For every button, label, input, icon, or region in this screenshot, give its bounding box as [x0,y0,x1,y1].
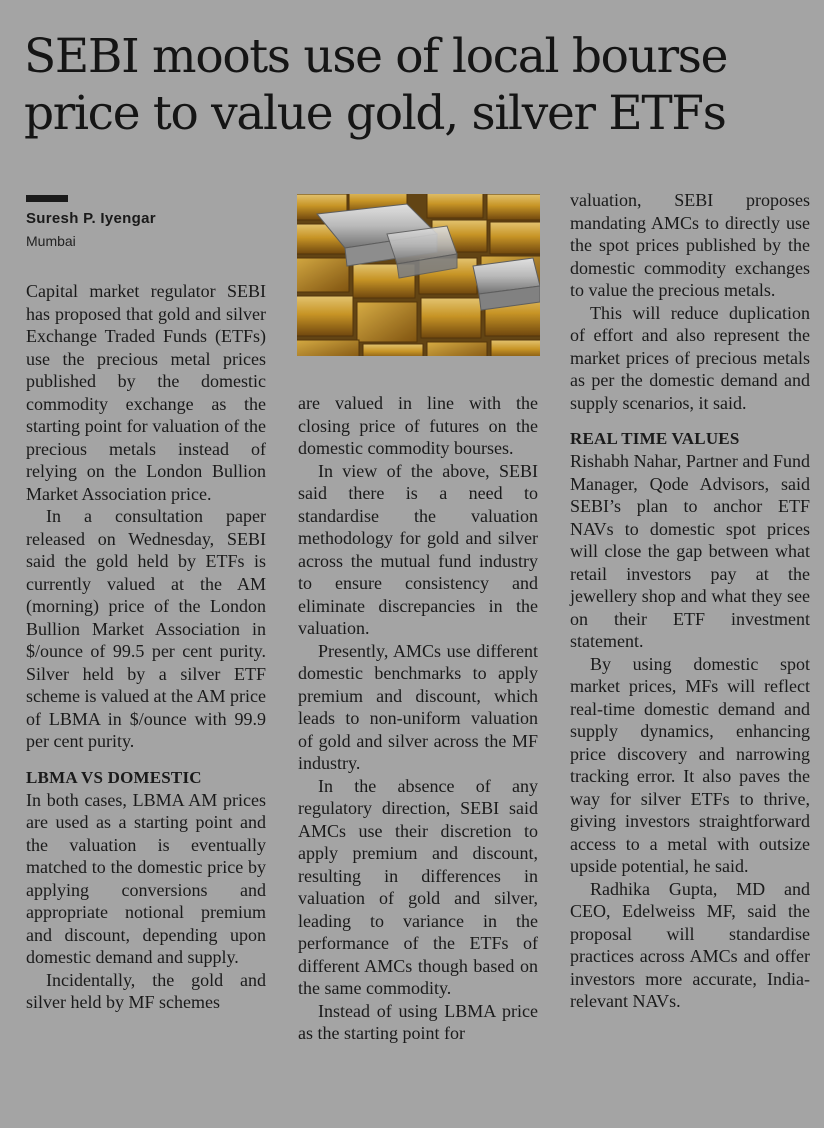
paragraph: This will reduce duplication of effort and also represent the market prices of precious metals as per the domestic demand and supply scenarios, it said. [570,302,810,413]
author-name: Suresh P. Iyengar [26,210,156,227]
paragraph: Presently, AMCs use different domestic benchmarks to apply premium and discount, which leads to non-uniform valuation of gold and silver across the MF industry. [298,640,538,773]
headline [24,28,814,142]
headline-line-1: SEBI moots use of local bourse [24,29,728,84]
paragraph: Capital market regulator SEBI has proposed that gold and silver Exchange Traded Funds (ETFs) use the precious metal prices published by the domestic commodity exchange as the starting point for valuation of the precious metals instead of relying on the London Bullion Market Association price. [26,281,266,504]
column-2 [298,392,538,1045]
paragraph: Incidentally, the gold and silver held by MF schemes [26,969,266,1012]
paragraph: Rishabh Nahar, Partner and Fund Manager, Qode Advisors, said SEBI’s plan to anchor ETF NAVs to domestic spot prices will close the gap between what retail investors pay at the jewellery shop and what they see on their ETF investment statement. [570,451,810,651]
byline-bar [26,195,68,202]
paragraph: In both cases, LBMA AM prices are used as a starting point and the valuation is eventually matched to the domestic price by applying conversions and appropriate notional premium and discount, depending upon domestic demand and supply. [26,789,266,967]
paragraph: In the absence of any regulatory direction, SEBI said AMCs use their discretion to apply premium and discount, resulting in differences in valuation of gold and silver, leading to variance in the performance of the ETFs of different AMCs though based on the same commodity. [298,775,538,998]
paragraph: In view of the above, SEBI said there is a need to standardise the valuation methodology for gold and silver across the mutual fund industry to ensure consistency and eliminate discrepancies in the valuation. [298,460,538,638]
paragraph: Radhika Gupta, MD and CEO, Edelweiss MF, said the proposal will standardise practices across AMCs and offer investors more accurate, India-relevant NAVs. [570,878,810,1011]
subheading: REAL TIME VALUES [570,429,740,448]
column-3 [570,189,810,1013]
paragraph: are valued in line with the closing price of futures on the domestic commodity bourses. [298,393,538,458]
column-1 [26,280,266,1014]
paragraph: By using domestic spot market prices, MFs will reflect real-time domestic demand and supply dynamics, enhancing price discovery and narrowing tracking error. It also paves the way for silver ETFs to thrive, giving investors straightforward access to a metal with outsize upside potential, he said. [570,653,810,876]
paragraph: valuation, SEBI proposes mandating AMCs to directly use the spot prices published by the domestic commodity exchanges to value the precious metals. [570,190,810,300]
dateline: Mumbai [26,233,76,249]
subheading: LBMA VS DOMESTIC [26,767,202,787]
gold-silver-bars-photo [297,194,540,356]
paragraph: In a consultation paper released on Wednesday, SEBI said the gold held by ETFs is currently valued at the AM (morning) price of the London Bullion Market Association in $/ounce of 99.5 per cent purity. Silver held by a silver ETF scheme is valued at the AM price of LBMA in $/ounce with 99.9 per cent purity. [26,506,266,751]
headline-line-2: price to value gold, silver ETFs [24,86,726,141]
paragraph: Instead of using LBMA price as the starting point for [298,1000,538,1043]
